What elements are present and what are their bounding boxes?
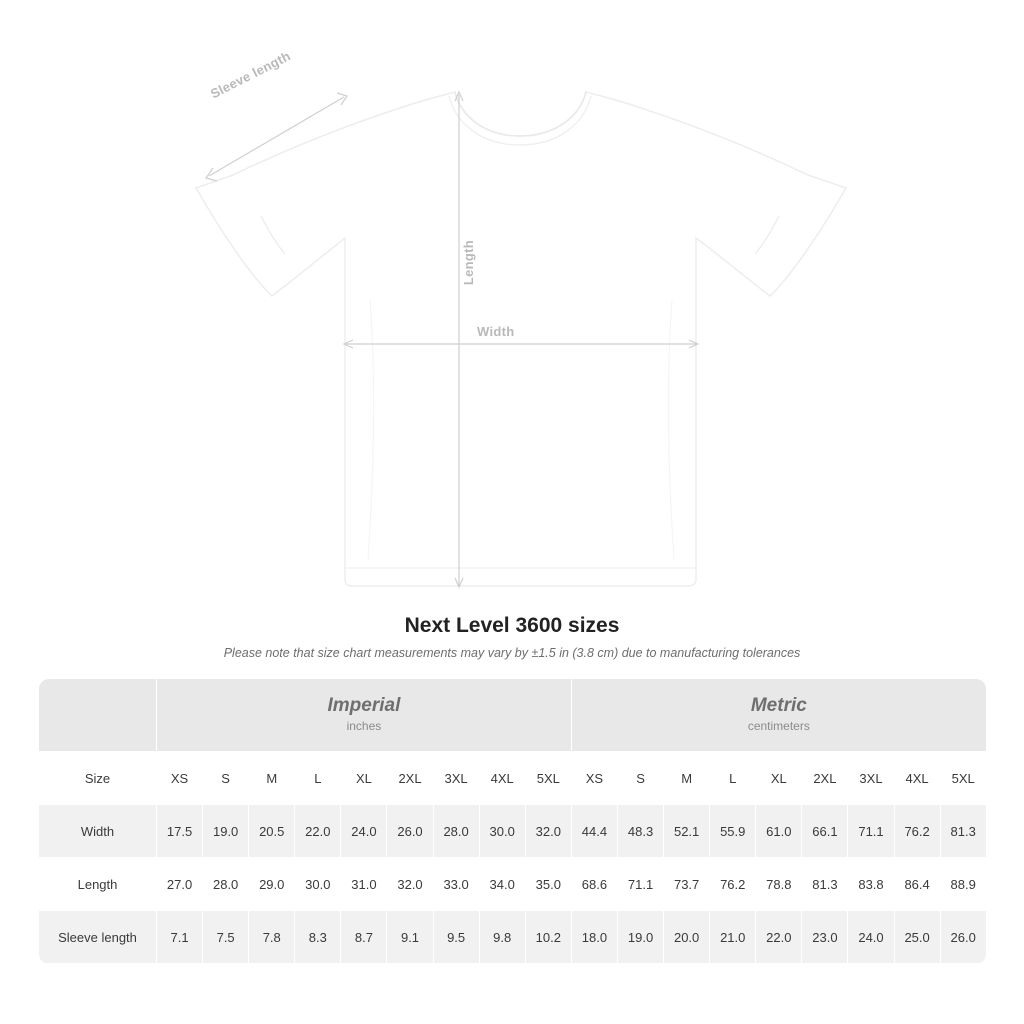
size-header-cell: XS bbox=[571, 752, 617, 805]
measurement-cell-imperial: 7.8 bbox=[249, 911, 295, 964]
measurement-cell-imperial: 7.5 bbox=[203, 911, 249, 964]
measurement-cell-metric: 68.6 bbox=[571, 858, 617, 911]
unit-name: Metric bbox=[750, 695, 807, 717]
unit-header-metric bbox=[571, 679, 986, 752]
size-header-cell: S bbox=[617, 752, 663, 805]
measurement-cell-imperial: 30.0 bbox=[295, 858, 341, 911]
size-header-cell: L bbox=[295, 752, 341, 805]
measurement-cell-metric: 52.1 bbox=[664, 805, 710, 858]
measurement-cell-imperial: 24.0 bbox=[341, 805, 387, 858]
tolerance-note: Please note that size chart measurements may vary by ±1.5 in (3.8 cm) due to manufacturing tolerances bbox=[223, 646, 801, 660]
measurement-cell-metric: 66.1 bbox=[802, 805, 848, 858]
measurement-cell-imperial: 33.0 bbox=[433, 858, 479, 911]
unit-header-row bbox=[39, 679, 987, 752]
size-header-cell: 4XL bbox=[894, 752, 940, 805]
measurement-cell-metric: 73.7 bbox=[664, 858, 710, 911]
measurement-cell-metric: 81.3 bbox=[802, 858, 848, 911]
measurement-cell-imperial: 9.8 bbox=[479, 911, 525, 964]
measurement-cell-metric: 22.0 bbox=[756, 911, 802, 964]
measurement-cell-metric: 61.0 bbox=[756, 805, 802, 858]
size-header-cell: 3XL bbox=[848, 752, 894, 805]
measurement-cell-imperial: 27.0 bbox=[157, 858, 203, 911]
measurement-cell-metric: 88.9 bbox=[940, 858, 986, 911]
row-label-cell: Sleeve length bbox=[39, 911, 157, 964]
size-header-cell: 4XL bbox=[479, 752, 525, 805]
size-table-wrapper bbox=[38, 678, 986, 964]
measurement-cell-metric: 26.0 bbox=[940, 911, 986, 964]
measurement-cell-imperial: 8.7 bbox=[341, 911, 387, 964]
unit-header-imperial bbox=[157, 679, 572, 752]
measurement-cell-metric: 86.4 bbox=[894, 858, 940, 911]
size-header-cell: 3XL bbox=[433, 752, 479, 805]
tshirt-shape bbox=[196, 92, 846, 586]
measurement-cell-imperial: 32.0 bbox=[387, 858, 433, 911]
measurement-cell-metric: 24.0 bbox=[848, 911, 894, 964]
measurement-cell-imperial: 17.5 bbox=[157, 805, 203, 858]
measurement-cell-metric: 55.9 bbox=[710, 805, 756, 858]
measurement-cell-metric: 76.2 bbox=[710, 858, 756, 911]
unit-subtitle: inches bbox=[346, 718, 382, 733]
measurement-cell-metric: 48.3 bbox=[617, 805, 663, 858]
size-header-cell: S bbox=[203, 752, 249, 805]
width-label: Width bbox=[477, 324, 515, 339]
size-header-cell: XL bbox=[341, 752, 387, 805]
measurement-cell-metric: 25.0 bbox=[894, 911, 940, 964]
measurement-cell-metric: 21.0 bbox=[710, 911, 756, 964]
measurement-cell-metric: 44.4 bbox=[571, 805, 617, 858]
size-header-cell: M bbox=[664, 752, 710, 805]
size-header-cell: M bbox=[249, 752, 295, 805]
measurement-cell-imperial: 19.0 bbox=[203, 805, 249, 858]
size-header-cell: 2XL bbox=[387, 752, 433, 805]
measurement-cell-metric: 19.0 bbox=[617, 911, 663, 964]
measurement-cell-metric: 20.0 bbox=[664, 911, 710, 964]
measurement-cell-metric: 83.8 bbox=[848, 858, 894, 911]
size-header-cell: 2XL bbox=[802, 752, 848, 805]
measurement-cell-imperial: 9.1 bbox=[387, 911, 433, 964]
measurement-cell-metric: 18.0 bbox=[571, 911, 617, 964]
measurement-cell-imperial: 29.0 bbox=[249, 858, 295, 911]
measurement-cell-imperial: 32.0 bbox=[525, 805, 571, 858]
size-header-cell: 5XL bbox=[940, 752, 986, 805]
size-header-cell: XL bbox=[756, 752, 802, 805]
measurement-cell-imperial: 20.5 bbox=[249, 805, 295, 858]
measurement-cell-metric: 81.3 bbox=[940, 805, 986, 858]
table-row bbox=[39, 858, 987, 911]
measurement-cell-imperial: 8.3 bbox=[295, 911, 341, 964]
table-corner-cell bbox=[39, 679, 157, 752]
measurement-cell-imperial: 9.5 bbox=[433, 911, 479, 964]
row-label-cell: Width bbox=[39, 805, 157, 858]
title-block bbox=[0, 614, 1024, 660]
length-label: Length bbox=[461, 240, 476, 286]
size-chart-table bbox=[38, 678, 987, 964]
measurement-cell-metric: 76.2 bbox=[894, 805, 940, 858]
size-label-cell: Size bbox=[39, 752, 157, 805]
measurement-cell-metric: 71.1 bbox=[848, 805, 894, 858]
measurement-cell-imperial: 30.0 bbox=[479, 805, 525, 858]
measurement-cell-imperial: 31.0 bbox=[341, 858, 387, 911]
measurement-cell-metric: 23.0 bbox=[802, 911, 848, 964]
sleeve-length-label: Sleeve length bbox=[208, 48, 293, 102]
size-header-cell: XS bbox=[157, 752, 203, 805]
measurement-cell-metric: 71.1 bbox=[617, 858, 663, 911]
table-row bbox=[39, 911, 987, 964]
measurement-cell-imperial: 28.0 bbox=[433, 805, 479, 858]
measurement-cell-imperial: 28.0 bbox=[203, 858, 249, 911]
measurement-cell-metric: 78.8 bbox=[756, 858, 802, 911]
measurement-cell-imperial: 10.2 bbox=[525, 911, 571, 964]
page-title: Next Level 3600 sizes bbox=[404, 614, 620, 637]
size-header-cell: L bbox=[710, 752, 756, 805]
unit-subtitle: centimeters bbox=[747, 718, 810, 733]
row-label-cell: Length bbox=[39, 858, 157, 911]
measurement-cell-imperial: 34.0 bbox=[479, 858, 525, 911]
measurement-cell-imperial: 26.0 bbox=[387, 805, 433, 858]
measurement-cell-imperial: 22.0 bbox=[295, 805, 341, 858]
table-row bbox=[39, 805, 987, 858]
unit-name: Imperial bbox=[327, 695, 401, 717]
measurement-cell-imperial: 7.1 bbox=[157, 911, 203, 964]
size-header-cell: 5XL bbox=[525, 752, 571, 805]
measurement-cell-imperial: 35.0 bbox=[525, 858, 571, 911]
size-header-row bbox=[39, 752, 987, 805]
